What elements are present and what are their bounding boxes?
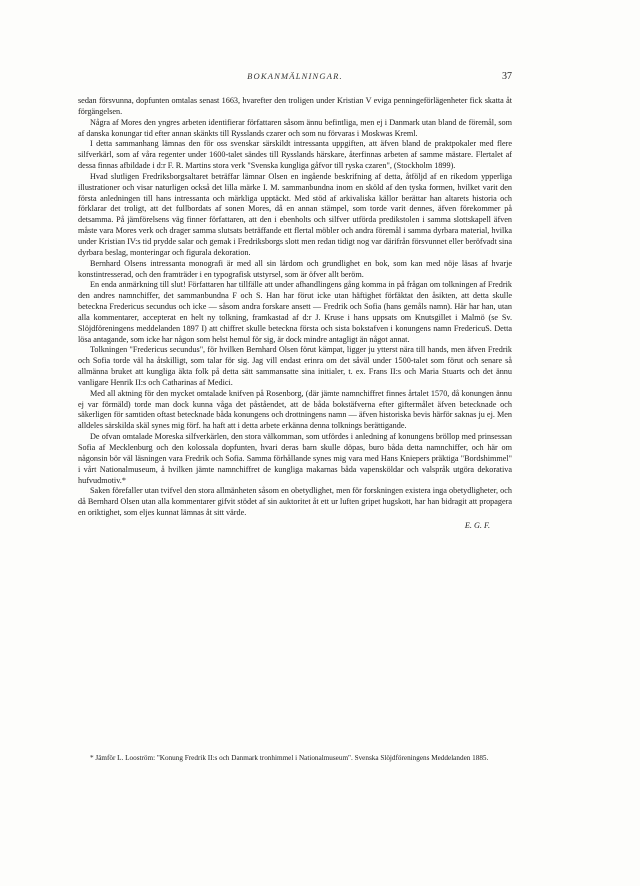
paragraph: Tolkningen "Fredericus secundus", för hvilken Bernhard Olsen förut kämpat, ligger ju ytterst nära till hands, men äfven Fredrik och Sofia torde väl ha åtskilligt, som talar för sig. Jag vill endast erinra om det såväl under 1500-talet som förut och senare så allmänna bruket att kungliga äkta folk på detta sätt sammansatte sina initialer, t. ex. Frans II:s och Maria Stuarts och det ännu vanligare Henrik II:s och Catharinas af Medici. — [78, 345, 512, 387]
footnote-area — [78, 753, 512, 763]
paragraph: Saken förefaller utan tvifvel den stora allmänheten såsom en obetydlighet, men för forskningen existera inga obetydligheter, och då Bernhard Olsen utan alla kommentarer gifvit stödet af sin auktoritet åt ett ur luften gripet hugskott, har han bidragit att propagera en oriktighet, som eljes kunnat lämnas åt sitt värde. — [78, 486, 512, 518]
paragraph: sedan försvunna, dopfunten omtalas senast 1663, hvarefter den troligen under Kristian V eviga penningeförlägenheter fick skatta åt förgängelsen. — [78, 96, 512, 116]
paragraph: Några af Mores den yngres arbeten identifierar författaren såsom ännu befintliga, men ej i Danmark utan bland de föremål, som af danska konungar tid efter annan skänkts till Rysslands czarer och som nu förvaras i Moskwas Kreml. — [78, 117, 512, 138]
paragraph: Bernhard Olsens intressanta monografi är med all sin lärdom och grundlighet en bok, som kan med nöje läsas af hvarje konstintresserad, och den framträder i en typografisk utstyrsel, som är öfver allt beröm. — [78, 258, 512, 279]
page-number: 37 — [502, 71, 512, 82]
paragraph: Med all aktning för den mycket omtalade knifven på Rosenborg, (där jämte namnchiffret finnes årtalet 1570, då konungen ännu ej var förmäld) torde man dock kunna våga det påståendet, att de båda bokstäfverna efter giftermålet äfven betecknade och säkerligen för samtiden oftast betecknade båda konungens och drottningens namn — äfven historiska bevis härför saknas ju ej. Men alldeles särskilda skäl synes mig förf. ha haft att i detta arbete erkänna denna tolknings berättigande. — [78, 388, 512, 431]
author-signature: E. G. F. — [464, 520, 490, 530]
running-head: BOKANMÄLNINGAR. — [247, 71, 343, 81]
body-text — [78, 96, 512, 531]
paragraph: De ofvan omtalade Moreska silfverkärlen, den stora välkomman, som utfördes i anledning af konungens bröllop med prinsessan Sofia af Mecklenburg och den kolossala dopfunten, hvari deras barn skulle döpas, buro båda detta namnchiffer, och här om någonsin bör väl läsningen vara Fredrik och Sofia. Samma förhållande synes mig vara med Hans Kniepers präktiga "Bordshimmel" i vårt Nationalmuseum, å hvilken jämte namnchiffret de kungliga makarnas båda vapensköldar och valspråk utgöra dekorativa hufvudmotiv.* — [78, 432, 512, 485]
paragraph: En enda anmärkning till slut! Författaren har tillfälle att under afhandlingens gång komma in på frågan om tolkningen af Fredrik den andres namnchiffer, det sammanbundna F och S. Han har förut icke utan häftighet förfäktat den åsikten, att detta skulle beteckna Fredericus secundus och icke — såsom andra forskare ansett — Fredrik och Sofia (hans gemåls namn). Här har han, utan alla kommentarer, accepterat en helt ny tolkning, framkastad af d:r J. Kruse i hans uppsats om Knutsgillet i Malmö (se Sv. Slöjdföreningens meddelanden 1897 I) att chiffret skulle beteckna första och sista bokstafven i konungens namn FredericuS. Detta lösa antagande, som icke har någon som helst hemul för sig, är dock mindre antagligt än något annat. — [78, 280, 512, 344]
paragraph: Hvad slutligen Fredriksborgsaltaret beträffar lämnar Olsen en ingående beskrifning af detta, åtföljd af en rikedom ypperliga illustrationer och visar naturligen också det lilla märke I. M. sammanbundna inom en sköld af den tyska formen, hvilket varit den första anledningen till hans intressanta och märkliga upptäckt. Med stöd af arkivaliska källor berättar han altarets historia och förklarar det troligt, att det fullbordats af sonen Mores, då en annan stämpel, som torde varit dennes, äfven förekommer på detsamma. På jämförelsens väg finner författaren, att den i ebenholts och silfver utförda predikstolen i samma slottskapell äfven måste vara Mores verk och drager samma slutsats beträffande ett flertal möbler och andra föremål i samma dyrbara material, hvilka under Kristian IV:s tid prydde salar och gemak i Fredriksborgs slott men redan tidigt nog var därifrån försvunnet eller beröfvadt sina dyrbara beslag, monteringar och figurala dekoration. — [78, 171, 512, 257]
page-header — [78, 71, 512, 85]
paragraph: I detta sammanhang lämnas den för oss svenskar särskildt intressanta uppgiften, att äfven bland de praktpokaler med flere silfverkärl, som af våra regenter under 1600-talet sändes till Rysslands härskare, återfinnas arbeten af samme mästare. Flertalet af dessa finnas afbildade i d:r F. R. Martins stora verk "Svenska kungliga gåfvor till ryska czaren", (Stockholm 1899). — [78, 139, 512, 171]
footnote: * Jämför L. Looström: "Konung Fredrik II:s och Danmark tronhimmel i Nationalmuseum". Svenska Slöjdföreningens Meddelanden 1885. — [90, 754, 489, 762]
